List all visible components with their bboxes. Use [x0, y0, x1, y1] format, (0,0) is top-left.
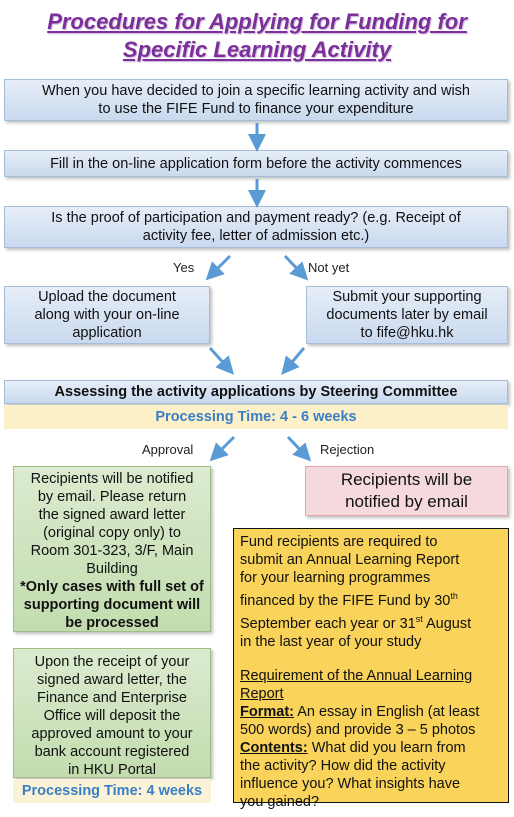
deposit-box: Upon the receipt of your signed award letter, the Finance and Enterprise Office will deposit the approved amount to your bank account registered in HKU Portal [13, 648, 211, 778]
step-join-box: When you have decided to join a specific learning activity and wish to use the FIFE Fund to finance your expenditure [4, 79, 508, 121]
arrow-yes [212, 256, 230, 274]
annual-report-box: Fund recipients are required to submit an Annual Learning Report for your learning programmes financed by the FIFE Fund by 30th September each year or 31st August in the last year of your study Requirement of the Annual Learning Report Format: An essay in English (at least 500 words) and provide 3 – 5 photos Contents: What did you learn from the activity? How did the activity influence you? What insights have you gained? [233, 528, 509, 803]
upload-document-box: Upload the document along with your on-line application [4, 286, 210, 344]
arrow-submit-to-assess [287, 348, 304, 368]
approval-notice-box: Recipients will be notified by email. Please return the signed award letter (original copy only) to Room 301-323, 3/F, Main Building *Only cases with full set of supporting document will be processed [13, 466, 211, 632]
arrow-approval [216, 437, 234, 455]
step-fill-form-box: Fill in the on-line application form before the activity commences [4, 150, 508, 177]
step-proof-ready-box: Is the proof of participation and payment ready? (e.g. Receipt of activity fee, letter of admission etc.) [4, 206, 508, 248]
rejection-notice-box: Recipients will be notified by email [305, 466, 508, 516]
arrow-not-yet [285, 256, 302, 274]
assessing-processing-time: Processing Time: 4 - 6 weeks [4, 405, 508, 429]
approval-label: Approval [142, 442, 194, 457]
arrow-rejection [288, 437, 305, 455]
submit-later-box: Submit your supporting documents later by email to fife@hku.hk [306, 286, 508, 344]
deposit-processing-time: Processing Time: 4 weeks [13, 779, 211, 803]
page-title: Procedures for Applying for Funding for Specific Learning Activity [47, 9, 467, 62]
yes-label: Yes [173, 260, 195, 275]
not-yet-label: Not yet [308, 260, 350, 275]
assessing-box: Assessing the activity applications by Steering Committee [4, 380, 508, 404]
arrow-upload-to-assess [210, 348, 228, 368]
rejection-label: Rejection [320, 442, 375, 457]
